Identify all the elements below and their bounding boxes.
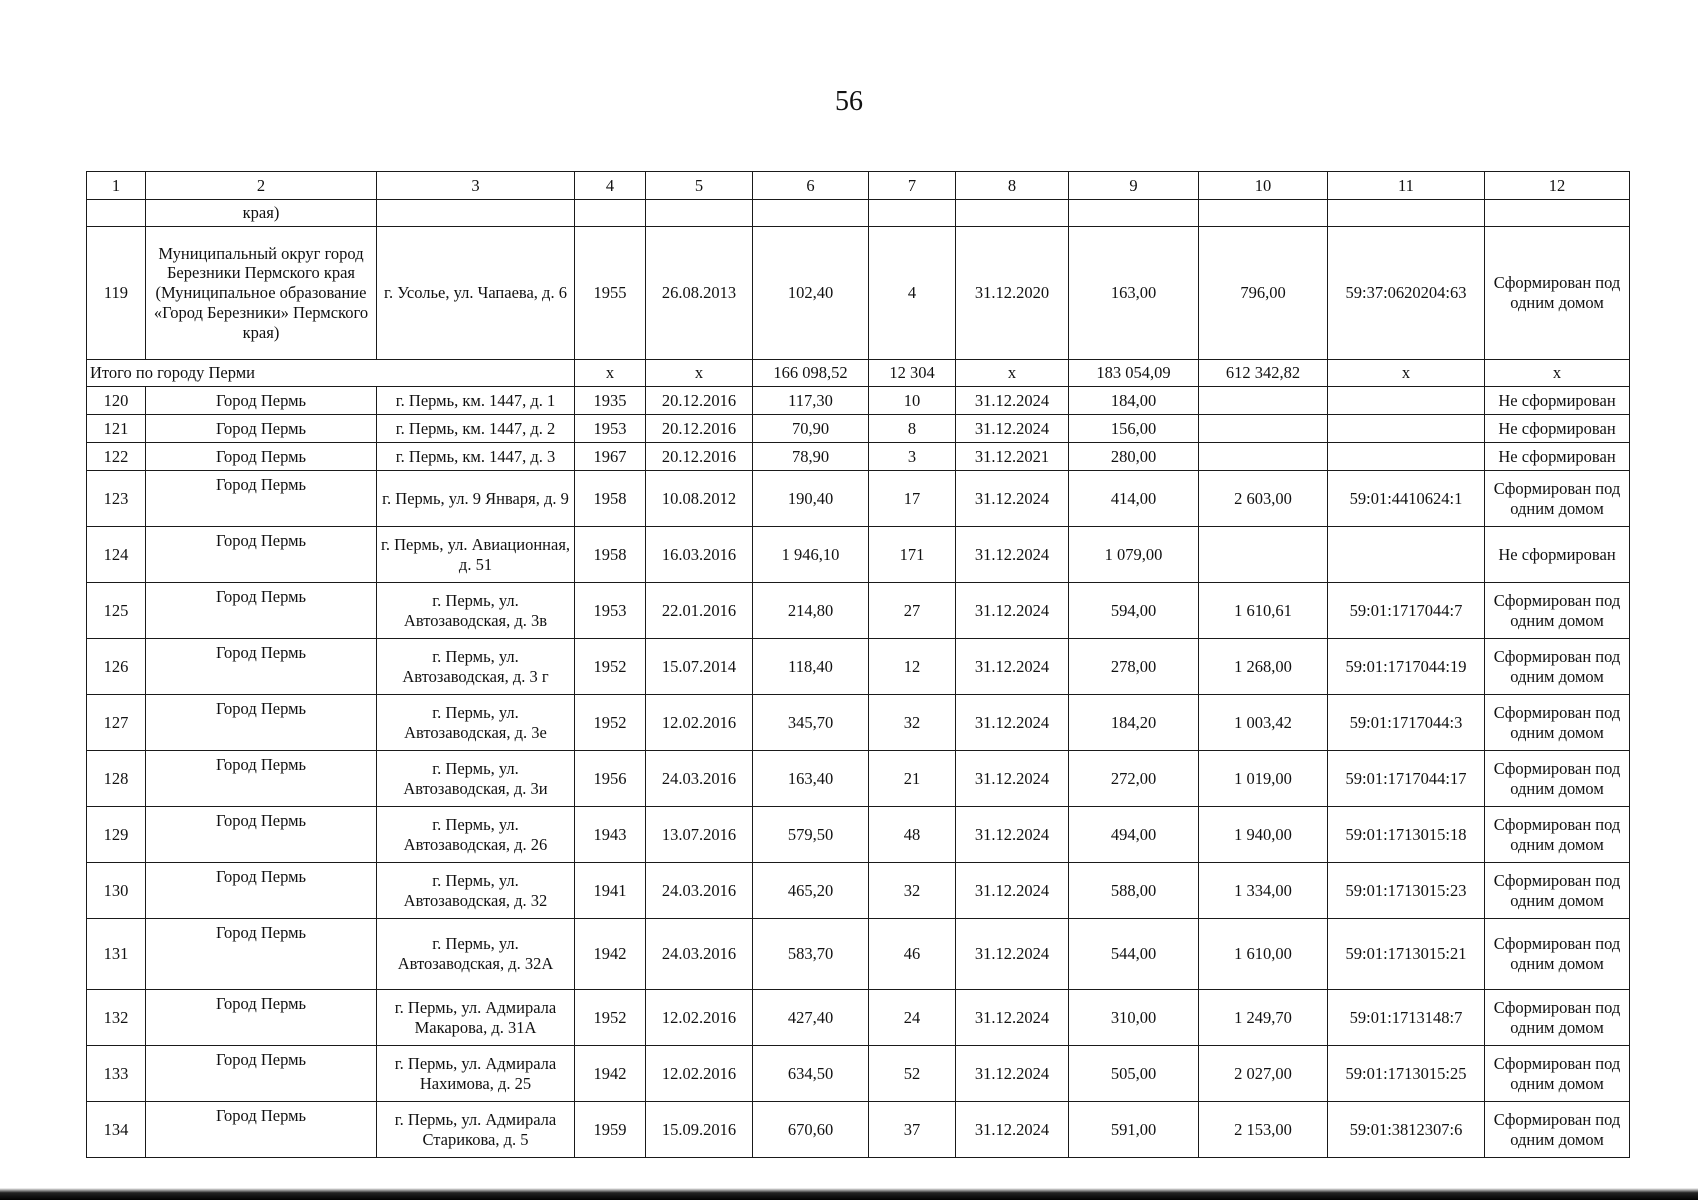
cell-area: 214,80 — [753, 583, 869, 639]
cell-date: 10.08.2012 — [646, 471, 753, 527]
cell-date: 24.03.2016 — [646, 751, 753, 807]
cell-persons: 32 — [869, 695, 956, 751]
cell-persons: 46 — [869, 919, 956, 990]
cell-address: г. Пермь, ул. Адмирала Нахимова, д. 25 — [377, 1046, 575, 1102]
cell-municipality: Город Пермь — [146, 695, 377, 751]
cell-address: г. Усолье, ул. Чапаева, д. 6 — [377, 227, 575, 360]
cell-address: г. Пермь, ул. Авиационная, д. 51 — [377, 527, 575, 583]
cell-municipality: Город Пермь — [146, 863, 377, 919]
cell-col10: 1 610,61 — [1199, 583, 1328, 639]
cell-date: 20.12.2016 — [646, 415, 753, 443]
cell-area: 427,40 — [753, 990, 869, 1046]
column-number: 4 — [575, 172, 646, 200]
cell-year — [575, 200, 646, 227]
cell-col9: 414,00 — [1069, 471, 1199, 527]
cell-no: 119 — [87, 227, 146, 360]
cell-year: 1941 — [575, 863, 646, 919]
table-row — [87, 583, 1630, 639]
cell-date: 12.02.2016 — [646, 1046, 753, 1102]
cell-status: Не сформирован — [1485, 443, 1630, 471]
column-number: 5 — [646, 172, 753, 200]
cell-cadastral: 59:01:1713015:25 — [1328, 1046, 1485, 1102]
cell-col10: 2 603,00 — [1199, 471, 1328, 527]
total-cell: х — [1328, 360, 1485, 387]
table-row — [87, 527, 1630, 583]
table-row — [87, 695, 1630, 751]
table-row — [87, 415, 1630, 443]
cell-col10 — [1199, 200, 1328, 227]
cell-no: 129 — [87, 807, 146, 863]
cell-col10 — [1199, 415, 1328, 443]
cell-address: г. Пермь, ул. Автозаводская, д. 32А — [377, 919, 575, 990]
cell-municipality: Город Пермь — [146, 919, 377, 990]
cell-municipality: Город Пермь — [146, 990, 377, 1046]
cell-cadastral: 59:01:1713015:23 — [1328, 863, 1485, 919]
cell-year: 1958 — [575, 471, 646, 527]
table-row — [87, 990, 1630, 1046]
cell-persons: 8 — [869, 415, 956, 443]
cell-area: 70,90 — [753, 415, 869, 443]
total-row — [87, 360, 1630, 387]
total-label: Итого по городу Перми — [87, 360, 575, 387]
cell-no: 126 — [87, 639, 146, 695]
column-number: 10 — [1199, 172, 1328, 200]
column-number-row — [87, 172, 1630, 200]
cell-cadastral: 59:01:3812307:6 — [1328, 1102, 1485, 1158]
cell-no: 134 — [87, 1102, 146, 1158]
table-row — [87, 919, 1630, 990]
cell-address: г. Пермь, км. 1447, д. 2 — [377, 415, 575, 443]
cell-persons: 17 — [869, 471, 956, 527]
cell-col9: 278,00 — [1069, 639, 1199, 695]
cell-col10: 1 249,70 — [1199, 990, 1328, 1046]
cell-no: 122 — [87, 443, 146, 471]
cell-year: 1935 — [575, 387, 646, 415]
table-row — [87, 443, 1630, 471]
table-row — [87, 1046, 1630, 1102]
column-number: 12 — [1485, 172, 1630, 200]
scan-bottom-edge — [0, 1188, 1698, 1200]
cell-status: Сформирован под одним домом — [1485, 1046, 1630, 1102]
housing-register-table — [86, 171, 1630, 1158]
cell-area: 345,70 — [753, 695, 869, 751]
cell-municipality: Город Пермь — [146, 639, 377, 695]
cell-col10: 2 027,00 — [1199, 1046, 1328, 1102]
cell-col9: 156,00 — [1069, 415, 1199, 443]
cell-area: 465,20 — [753, 863, 869, 919]
cell-col9: 1 079,00 — [1069, 527, 1199, 583]
cell-address: г. Пермь, ул. Автозаводская, д. 32 — [377, 863, 575, 919]
cell-date: 12.02.2016 — [646, 695, 753, 751]
cell-col10: 1 019,00 — [1199, 751, 1328, 807]
cell-year: 1959 — [575, 1102, 646, 1158]
table-row-119 — [87, 227, 1630, 360]
cell-area: 117,30 — [753, 387, 869, 415]
page-number: 56 — [835, 86, 863, 117]
cell-persons: 37 — [869, 1102, 956, 1158]
cell-persons: 52 — [869, 1046, 956, 1102]
cell-deadline: 31.12.2024 — [956, 471, 1069, 527]
cell-col10: 1 003,42 — [1199, 695, 1328, 751]
cell-deadline — [956, 200, 1069, 227]
cell-municipality: Город Пермь — [146, 807, 377, 863]
cell-cadastral — [1328, 415, 1485, 443]
table-row — [87, 807, 1630, 863]
cell-persons: 32 — [869, 863, 956, 919]
total-cell: 612 342,82 — [1199, 360, 1328, 387]
cell-persons: 4 — [869, 227, 956, 360]
cell-municipality: края) — [146, 200, 377, 227]
cell-col9: 184,00 — [1069, 387, 1199, 415]
cell-date: 12.02.2016 — [646, 990, 753, 1046]
table-row — [87, 471, 1630, 527]
table-row — [87, 863, 1630, 919]
cell-municipality: Город Пермь — [146, 443, 377, 471]
cell-col9: 280,00 — [1069, 443, 1199, 471]
cell-address: г. Пермь, ул. Автозаводская, д. 26 — [377, 807, 575, 863]
cell-no: 132 — [87, 990, 146, 1046]
cell-status: Не сформирован — [1485, 415, 1630, 443]
cell-persons — [869, 200, 956, 227]
cell-address: г. Пермь, ул. Адмирала Макарова, д. 31А — [377, 990, 575, 1046]
cell-date: 15.07.2014 — [646, 639, 753, 695]
cell-area: 579,50 — [753, 807, 869, 863]
cell-deadline: 31.12.2024 — [956, 1046, 1069, 1102]
cell-address: г. Пермь, км. 1447, д. 1 — [377, 387, 575, 415]
cell-year: 1952 — [575, 695, 646, 751]
cell-no: 125 — [87, 583, 146, 639]
column-number: 9 — [1069, 172, 1199, 200]
cell-col10: 796,00 — [1199, 227, 1328, 360]
cell-status: Сформирован под одним домом — [1485, 695, 1630, 751]
cell-col10: 1 940,00 — [1199, 807, 1328, 863]
column-number: 1 — [87, 172, 146, 200]
cell-date: 22.01.2016 — [646, 583, 753, 639]
cell-persons: 3 — [869, 443, 956, 471]
cell-deadline: 31.12.2024 — [956, 527, 1069, 583]
cell-no: 123 — [87, 471, 146, 527]
cell-municipality: Город Пермь — [146, 1102, 377, 1158]
cell-deadline: 31.12.2024 — [956, 863, 1069, 919]
column-number: 7 — [869, 172, 956, 200]
cell-year: 1955 — [575, 227, 646, 360]
cell-deadline: 31.12.2024 — [956, 415, 1069, 443]
cell-cadastral — [1328, 527, 1485, 583]
cell-cadastral: 59:01:1717044:19 — [1328, 639, 1485, 695]
cell-col9: 310,00 — [1069, 990, 1199, 1046]
cell-area: 118,40 — [753, 639, 869, 695]
cell-no: 121 — [87, 415, 146, 443]
cell-col9: 494,00 — [1069, 807, 1199, 863]
cell-deadline: 31.12.2024 — [956, 919, 1069, 990]
cell-status: Сформирован под одним домом — [1485, 1102, 1630, 1158]
column-number: 2 — [146, 172, 377, 200]
cell-year: 1942 — [575, 1046, 646, 1102]
cell-deadline: 31.12.2024 — [956, 387, 1069, 415]
cell-col10: 1 334,00 — [1199, 863, 1328, 919]
cell-col9: 272,00 — [1069, 751, 1199, 807]
cell-area: 190,40 — [753, 471, 869, 527]
cell-date: 24.03.2016 — [646, 919, 753, 990]
cell-persons: 24 — [869, 990, 956, 1046]
cell-col10 — [1199, 387, 1328, 415]
cell-deadline: 31.12.2024 — [956, 807, 1069, 863]
cell-col9: 184,20 — [1069, 695, 1199, 751]
total-cell: х — [956, 360, 1069, 387]
cell-col10: 2 153,00 — [1199, 1102, 1328, 1158]
cell-year: 1953 — [575, 583, 646, 639]
column-number: 3 — [377, 172, 575, 200]
cell-municipality: Город Пермь — [146, 415, 377, 443]
cell-cadastral: 59:01:1713015:18 — [1328, 807, 1485, 863]
cell-year: 1952 — [575, 990, 646, 1046]
cell-status: Сформирован под одним домом — [1485, 751, 1630, 807]
cell-area: 634,50 — [753, 1046, 869, 1102]
cell-municipality: Город Пермь — [146, 1046, 377, 1102]
cell-persons: 10 — [869, 387, 956, 415]
cell-col10: 1 610,00 — [1199, 919, 1328, 990]
column-number: 11 — [1328, 172, 1485, 200]
total-cell: 12 304 — [869, 360, 956, 387]
cell-municipality: Город Пермь — [146, 751, 377, 807]
cell-year: 1952 — [575, 639, 646, 695]
table-row — [87, 1102, 1630, 1158]
cell-persons: 48 — [869, 807, 956, 863]
cell-municipality: Город Пермь — [146, 527, 377, 583]
cell-status: Сформирован под одним домом — [1485, 919, 1630, 990]
cell-area: 583,70 — [753, 919, 869, 990]
cell-area: 163,40 — [753, 751, 869, 807]
cell-address: г. Пермь, ул. Автозаводская, д. 3в — [377, 583, 575, 639]
cell-date — [646, 200, 753, 227]
cell-date: 16.03.2016 — [646, 527, 753, 583]
cell-date: 20.12.2016 — [646, 387, 753, 415]
cell-no: 120 — [87, 387, 146, 415]
cell-address: г. Пермь, ул. 9 Января, д. 9 — [377, 471, 575, 527]
cell-area — [753, 200, 869, 227]
cell-col9: 505,00 — [1069, 1046, 1199, 1102]
cell-year: 1956 — [575, 751, 646, 807]
cell-address: г. Пермь, ул. Автозаводская, д. 3 г — [377, 639, 575, 695]
total-cell: 183 054,09 — [1069, 360, 1199, 387]
cell-address: г. Пермь, ул. Автозаводская, д. 3и — [377, 751, 575, 807]
total-cell: х — [646, 360, 753, 387]
cell-deadline: 31.12.2024 — [956, 695, 1069, 751]
cell-no: 127 — [87, 695, 146, 751]
cell-no: 133 — [87, 1046, 146, 1102]
cell-no: 131 — [87, 919, 146, 990]
cell-municipality: Муниципальный округ город Березники Пермского края (Муниципальное образование «Город Березники» Пермского края) — [146, 227, 377, 360]
cell-persons: 12 — [869, 639, 956, 695]
total-cell: х — [1485, 360, 1630, 387]
cell-col10: 1 268,00 — [1199, 639, 1328, 695]
cell-status: Сформирован под одним домом — [1485, 807, 1630, 863]
total-cell: 166 098,52 — [753, 360, 869, 387]
cell-no: 124 — [87, 527, 146, 583]
cell-deadline: 31.12.2024 — [956, 1102, 1069, 1158]
cell-col10 — [1199, 443, 1328, 471]
cell-address: г. Пермь, ул. Автозаводская, д. 3е — [377, 695, 575, 751]
cell-status: Не сформирован — [1485, 387, 1630, 415]
cell-deadline: 31.12.2024 — [956, 639, 1069, 695]
cell-cadastral: 59:01:1717044:17 — [1328, 751, 1485, 807]
cell-area: 78,90 — [753, 443, 869, 471]
cell-date: 24.03.2016 — [646, 863, 753, 919]
cell-address: г. Пермь, ул. Адмирала Старикова, д. 5 — [377, 1102, 575, 1158]
cell-year: 1943 — [575, 807, 646, 863]
table-row — [87, 751, 1630, 807]
cell-col9: 594,00 — [1069, 583, 1199, 639]
cell-deadline: 31.12.2024 — [956, 990, 1069, 1046]
table-row — [87, 387, 1630, 415]
cell-year: 1942 — [575, 919, 646, 990]
cell-status: Сформирован под одним домом — [1485, 583, 1630, 639]
cell-cadastral: 59:01:1713015:21 — [1328, 919, 1485, 990]
cell-municipality: Город Пермь — [146, 387, 377, 415]
cell-date: 20.12.2016 — [646, 443, 753, 471]
cell-cadastral: 59:01:4410624:1 — [1328, 471, 1485, 527]
cell-no: 128 — [87, 751, 146, 807]
cell-status: Сформирован под одним домом — [1485, 227, 1630, 360]
cell-date: 26.08.2013 — [646, 227, 753, 360]
cell-cadastral — [1328, 200, 1485, 227]
cell-cadastral: 59:01:1717044:7 — [1328, 583, 1485, 639]
cell-deadline: 31.12.2020 — [956, 227, 1069, 360]
cell-status: Сформирован под одним домом — [1485, 863, 1630, 919]
cell-address — [377, 200, 575, 227]
cell-area: 670,60 — [753, 1102, 869, 1158]
cell-cadastral: 59:01:1717044:3 — [1328, 695, 1485, 751]
cell-col9: 588,00 — [1069, 863, 1199, 919]
cell-col9: 163,00 — [1069, 227, 1199, 360]
cell-date: 15.09.2016 — [646, 1102, 753, 1158]
cell-col9: 544,00 — [1069, 919, 1199, 990]
cell-date: 13.07.2016 — [646, 807, 753, 863]
cell-no: 130 — [87, 863, 146, 919]
cell-address: г. Пермь, км. 1447, д. 3 — [377, 443, 575, 471]
cell-cadastral: 59:37:0620204:63 — [1328, 227, 1485, 360]
cell-col10 — [1199, 527, 1328, 583]
cell-municipality: Город Пермь — [146, 583, 377, 639]
cell-year: 1958 — [575, 527, 646, 583]
cell-status: Сформирован под одним домом — [1485, 471, 1630, 527]
table-row — [87, 639, 1630, 695]
cell-status: Не сформирован — [1485, 527, 1630, 583]
cell-cadastral — [1328, 443, 1485, 471]
cell-deadline: 31.12.2024 — [956, 583, 1069, 639]
cell-year: 1967 — [575, 443, 646, 471]
cell-persons: 21 — [869, 751, 956, 807]
cell-municipality: Город Пермь — [146, 471, 377, 527]
column-number: 8 — [956, 172, 1069, 200]
cell-status: Сформирован под одним домом — [1485, 639, 1630, 695]
cell-year: 1953 — [575, 415, 646, 443]
total-cell: х — [575, 360, 646, 387]
cell-cadastral — [1328, 387, 1485, 415]
cell-deadline: 31.12.2024 — [956, 751, 1069, 807]
cell-persons: 27 — [869, 583, 956, 639]
cell-area: 1 946,10 — [753, 527, 869, 583]
cell-persons: 171 — [869, 527, 956, 583]
cell-col9: 591,00 — [1069, 1102, 1199, 1158]
cell-status — [1485, 200, 1630, 227]
cell-cadastral: 59:01:1713148:7 — [1328, 990, 1485, 1046]
carry-over-row — [87, 200, 1630, 227]
cell-status: Сформирован под одним домом — [1485, 990, 1630, 1046]
cell-no — [87, 200, 146, 227]
cell-area: 102,40 — [753, 227, 869, 360]
cell-col9 — [1069, 200, 1199, 227]
cell-deadline: 31.12.2021 — [956, 443, 1069, 471]
column-number: 6 — [753, 172, 869, 200]
